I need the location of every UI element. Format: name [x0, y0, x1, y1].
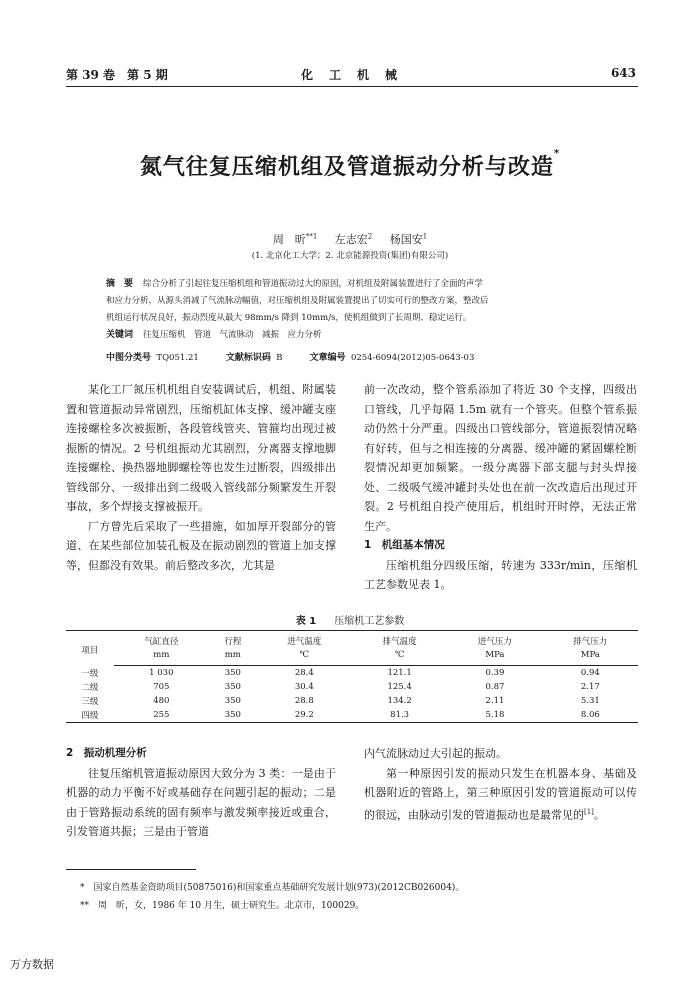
table-cell: 5.31	[580, 696, 600, 706]
article-id-value: 0254-6094(2012)05-0643-03	[350, 353, 475, 363]
table-caption	[0, 612, 700, 627]
table-cell: 134.2	[387, 696, 412, 706]
doc-code-label: 文献标识码	[225, 353, 271, 363]
clc-label: 中图分类号	[106, 353, 152, 363]
keywords-text: 往复压缩机 管道 气流脉动 减振 应力分析	[143, 330, 322, 340]
paper-title	[0, 150, 700, 181]
table-cell: 三级	[81, 697, 99, 707]
table-unit-cell: mm	[114, 648, 209, 666]
table-cell: 255	[114, 708, 209, 723]
author: 左志宏	[334, 233, 368, 246]
table-cell: 2.17	[580, 682, 600, 692]
paragraph: 前一次改动，整个管系添加了将近 30 个支撑，四级出口管线，几乎每隔 1.5m 就有一个管夹。但整个管系振动仍然十分严重。四级出口管线部分，管道振裂情况略有好转，但与之相连接的分离器、缓冲罐的紧固螺栓断裂情况却更加频繁。一级分离器下部支腿与封头焊接处、二级吸气缓冲罐封头处也在前一次改造后出现过开裂。2 号机组自投产使用后，机组时开时停，无法正常生产。	[364, 383, 637, 533]
title-text: 氮气往复压缩机组及管道振动分析与改造	[139, 155, 554, 180]
author-sup: **1	[305, 232, 318, 241]
header-page-number: 643	[610, 66, 636, 80]
paragraph-end: 。	[593, 808, 605, 822]
table-cell: 28.8	[294, 696, 314, 706]
keywords	[106, 327, 606, 344]
table-row	[66, 666, 638, 681]
table-unit-cell: ℃	[257, 648, 352, 666]
table-header-cell: 项目	[66, 631, 114, 666]
author: 杨国安	[389, 233, 423, 246]
header-journal: 化 工 机 械	[300, 68, 399, 82]
table-cell: 5.18	[447, 708, 542, 723]
table-cell: 0.87	[485, 682, 505, 692]
author-sup: 2	[367, 232, 373, 241]
table-header-cell: 行程	[209, 631, 257, 649]
table-cell: 一级	[81, 668, 99, 679]
paragraph: 压缩机组分四级压缩，转速为 333r/min，压缩机工艺参数见表 1。	[364, 558, 637, 591]
table-header-cell: 排气温度	[352, 631, 447, 649]
citation-ref[interactable]: [1]	[584, 807, 594, 816]
table-cell: 四级	[66, 708, 114, 723]
keywords-label: 关键词	[106, 330, 134, 340]
author-sup: 1	[422, 232, 428, 241]
table-unit-cell: MPa	[543, 648, 638, 666]
section2-right-column	[364, 744, 637, 825]
abstract-line: 机组运行状况良好，振动烈度从最大 98mm/s 降到 10mm/s，使机组做到了长周期、稳定运行。	[106, 313, 472, 323]
header-rule	[66, 86, 638, 87]
abstract-line: 和应力分析，从源头消减了气流脉动幅值，对压缩机组及附属装置提出了切实可行的整改方案，整改后	[106, 296, 489, 306]
table-unit-cell: mm	[209, 648, 257, 666]
header-volume: 第 39 卷 第 5 期	[66, 68, 168, 82]
table-row	[66, 708, 638, 723]
author: 周 昕	[272, 233, 306, 246]
table-cell: 350	[224, 668, 241, 678]
table-cell: 121.1	[387, 668, 412, 678]
paragraph: 厂方曾先后采取了一些措施，如加厚开裂部分的管道、在某些部位加装孔板及在振动剧烈的管道上加支撑等，但都没有效果。前后整改多次，尤其是	[66, 519, 336, 572]
section-heading: 1 机组基本情况	[364, 539, 445, 551]
table-header-cell: 进气温度	[257, 631, 352, 649]
table-cell: 350	[224, 682, 241, 692]
body-left-column	[66, 380, 336, 575]
table-caption-label: 表 1	[295, 616, 317, 627]
footnote-author: ** 周 昕，女，1986 年 10 月生，硕士研究生。北京市，100029。	[80, 901, 365, 911]
article-id-label: 文章编号	[309, 353, 346, 363]
paragraph: 内气流脉动过大引起的振动。	[364, 747, 507, 760]
abstract-label: 摘 要	[106, 279, 134, 289]
section2-left-column	[66, 744, 336, 842]
table-row	[66, 694, 638, 708]
table-cell: 125.4	[387, 682, 412, 692]
table-cell: 480	[153, 696, 170, 706]
parameter-table	[66, 630, 638, 723]
table-cell: 1 030	[149, 668, 174, 678]
paragraph	[364, 764, 637, 825]
table-cell: 0.39	[485, 668, 505, 678]
footnote-rule	[66, 869, 196, 870]
table-row	[66, 680, 638, 694]
section-heading: 2 振动机理分析	[66, 747, 147, 759]
table-cell: 81.3	[352, 708, 447, 723]
table-unit-cell: MPa	[447, 648, 542, 666]
table-cell: 8.06	[543, 708, 638, 723]
table-cell: 2.11	[485, 696, 505, 706]
table-header-cell: 气缸直径	[114, 631, 209, 649]
table-unit-cell: ℃	[352, 648, 447, 666]
paragraph-text: 第一种原因引发的振动只发生在机器本身、基础及机器附近的管路上，第三种原因引发的管道振动可以传的很远，由脉动引发的管道振动也是最常见的	[364, 766, 637, 822]
paragraph: 往复压缩机管道振动原因大致分为 3 类：一是由于机器的动力平衡不好或基础存在问题引起的振动；二是由于管路振动系统的固有频率与激发频率接近或重合，引发管道共振；三是由于管道	[66, 766, 336, 838]
table-unit-row	[66, 648, 638, 666]
body-right-column	[364, 380, 637, 595]
table-cell: 二级	[81, 683, 99, 693]
table-header-row	[66, 631, 638, 649]
table-cell: 30.4	[294, 682, 314, 692]
table-cell: 28.4	[294, 668, 314, 678]
author-list	[0, 231, 700, 247]
table-cell: 0.94	[580, 668, 600, 678]
watermark: 万方数据	[10, 958, 54, 971]
affiliation: (1. 北京化工大学；2. 北京能源投资(集团)有限公司)	[251, 251, 449, 261]
table-cell: 29.2	[257, 708, 352, 723]
table-cell: 705	[153, 682, 170, 692]
table-header-cell: 进气压力	[447, 631, 542, 649]
abstract-text: 综合分析了引起往复压缩机组和管道振动过大的原因，对机组及附属装置进行了全面的声学	[143, 279, 484, 289]
abstract-line	[106, 276, 606, 293]
title-footnote-mark: *	[553, 148, 561, 159]
footnote-funding: * 国家自然基金资助项目(50875016)和国家重点基础研究发展计划(973)(2012CB026004)。	[80, 883, 465, 893]
table-cell: 350	[224, 696, 241, 706]
doc-code-value: B	[276, 353, 283, 363]
table-cell: 350	[209, 708, 257, 723]
clc-value: TQ051.21	[156, 353, 199, 363]
classification-line	[106, 350, 474, 363]
table-caption-text: 压缩机工艺参数	[334, 616, 405, 627]
abstract	[106, 276, 606, 344]
table-header-cell: 排气压力	[543, 631, 638, 649]
paragraph: 某化工厂氮压机机组自安装调试后，机组、附属装置和管道振动异常剧烈，压缩机缸体支撑、缓冲罐支座连接螺栓多次被振断，各段管线管夹、管箍均出现过被振断的情况。2 号机组振动尤其剧烈，分离器支撑地脚连接螺栓、换热器地脚螺栓等也发生过断裂，四级排出管线部分、一级排出到二级吸入管线部分频繁发生开裂事故，多个焊接支撑被振开。	[66, 383, 336, 513]
